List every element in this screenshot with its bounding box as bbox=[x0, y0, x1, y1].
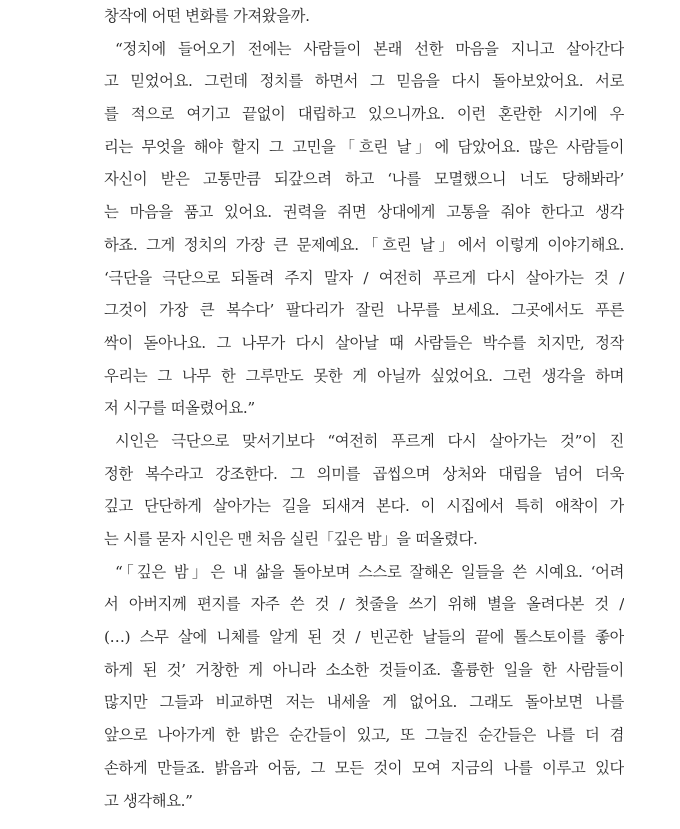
text-line: 고 생각해요.” bbox=[104, 791, 193, 810]
text-line: 서 아버지께 편지를 자주 쓴 것 / 첫줄을 쓰기 위해 별을 올려다본 것 / bbox=[104, 595, 624, 614]
text-line: 를 적으로 여기고 끝없이 대립하고 있으니까요. 이런 혼란한 시기에 우 bbox=[104, 105, 624, 124]
text-line: 는 마음을 품고 있어요. 권력을 쥐면 상대에게 고통을 줘야 한다고 생각 bbox=[104, 203, 624, 222]
paragraph-continuation bbox=[104, 0, 624, 33]
text-line: 저 시구를 떠올렸어요.” bbox=[104, 399, 255, 418]
text-line: 많지만 그들과 비교하면 저는 내세울 게 없어요. 그래도 돌아보면 나를 bbox=[104, 693, 624, 712]
paragraph-narration bbox=[104, 425, 624, 556]
text-line: (…) 스무 살에 니체를 알게 된 것 / 빈곤한 날들의 끝에 톨스토이를 좋아 bbox=[104, 628, 624, 647]
text-line: ‘극단을 극단으로 되돌려 주지 말자 / 여전히 푸르게 다시 살아가는 것 / bbox=[104, 268, 624, 287]
text-line: 리는 무엇을 해야 할지 그 고민을「흐린 날」에 담았어요. 많은 사람들이 bbox=[104, 137, 624, 156]
text-line: 손하게 만들죠. 밝음과 어둠, 그 모든 것이 모여 지금의 나를 이루고 있다 bbox=[104, 758, 624, 777]
text-line: “정치에 들어오기 전에는 사람들이 본래 선한 마음을 지니고 살아간다 bbox=[115, 39, 624, 58]
text-line: 고 믿었어요. 그런데 정치를 하면서 그 믿음을 다시 돌아보았어요. 서로 bbox=[104, 72, 624, 91]
paragraph-quote-2 bbox=[104, 556, 624, 818]
text-line: 창작에 어떤 변화를 가져왔을까. bbox=[104, 7, 310, 25]
text-line: 정한 복수라고 강조한다. 그 의미를 곱씹으며 상처와 대립을 넘어 더욱 bbox=[104, 464, 624, 483]
text-line: 앞으로 나아가게 한 밝은 순간들이 있고, 또 그늘진 순간들은 나를 더 겸 bbox=[104, 726, 624, 745]
text-line: 는 시를 묻자 시인은 맨 처음 실린「깊은 밤」을 떠올렸다. bbox=[104, 530, 478, 548]
text-line: “「깊은 밤」은 내 삶을 돌아보며 스스로 잘해온 일들을 쓴 시예요. ‘어려 bbox=[115, 562, 624, 581]
text-line: 하죠. 그게 정치의 가장 큰 문제예요.「흐린 날」에서 이렇게 이야기해요. bbox=[104, 235, 624, 254]
text-line: 싹이 돋아나요. 그 나무가 다시 살아날 때 사람들은 박수를 치지만, 정작 bbox=[104, 333, 624, 352]
paragraph-quote-1 bbox=[104, 33, 624, 425]
text-line: 자신이 받은 고통만큼 되갚으려 하고 ‘나를 모멸했으니 너도 당해봐라’ bbox=[104, 170, 624, 189]
text-line: 그것이 가장 큰 복수다’ 팔다리가 잘린 나무를 보세요. 그곳에서도 푸른 bbox=[104, 301, 624, 320]
text-line: 하게 된 것’ 거창한 게 아니라 소소한 것들이죠. 훌륭한 일을 한 사람들이 bbox=[104, 660, 624, 679]
text-line: 깊고 단단하게 살아가는 길을 되새겨 본다. 이 시집에서 특히 애착이 가 bbox=[104, 497, 624, 516]
text-line: 시인은 극단으로 맞서기보다 “여전히 푸르게 다시 살아가는 것”이 진 bbox=[115, 431, 624, 450]
text-line: 우리는 그 나무 한 그루만도 못한 게 아닐까 싶었어요. 그런 생각을 하며 bbox=[104, 366, 624, 385]
article-body bbox=[104, 0, 624, 817]
